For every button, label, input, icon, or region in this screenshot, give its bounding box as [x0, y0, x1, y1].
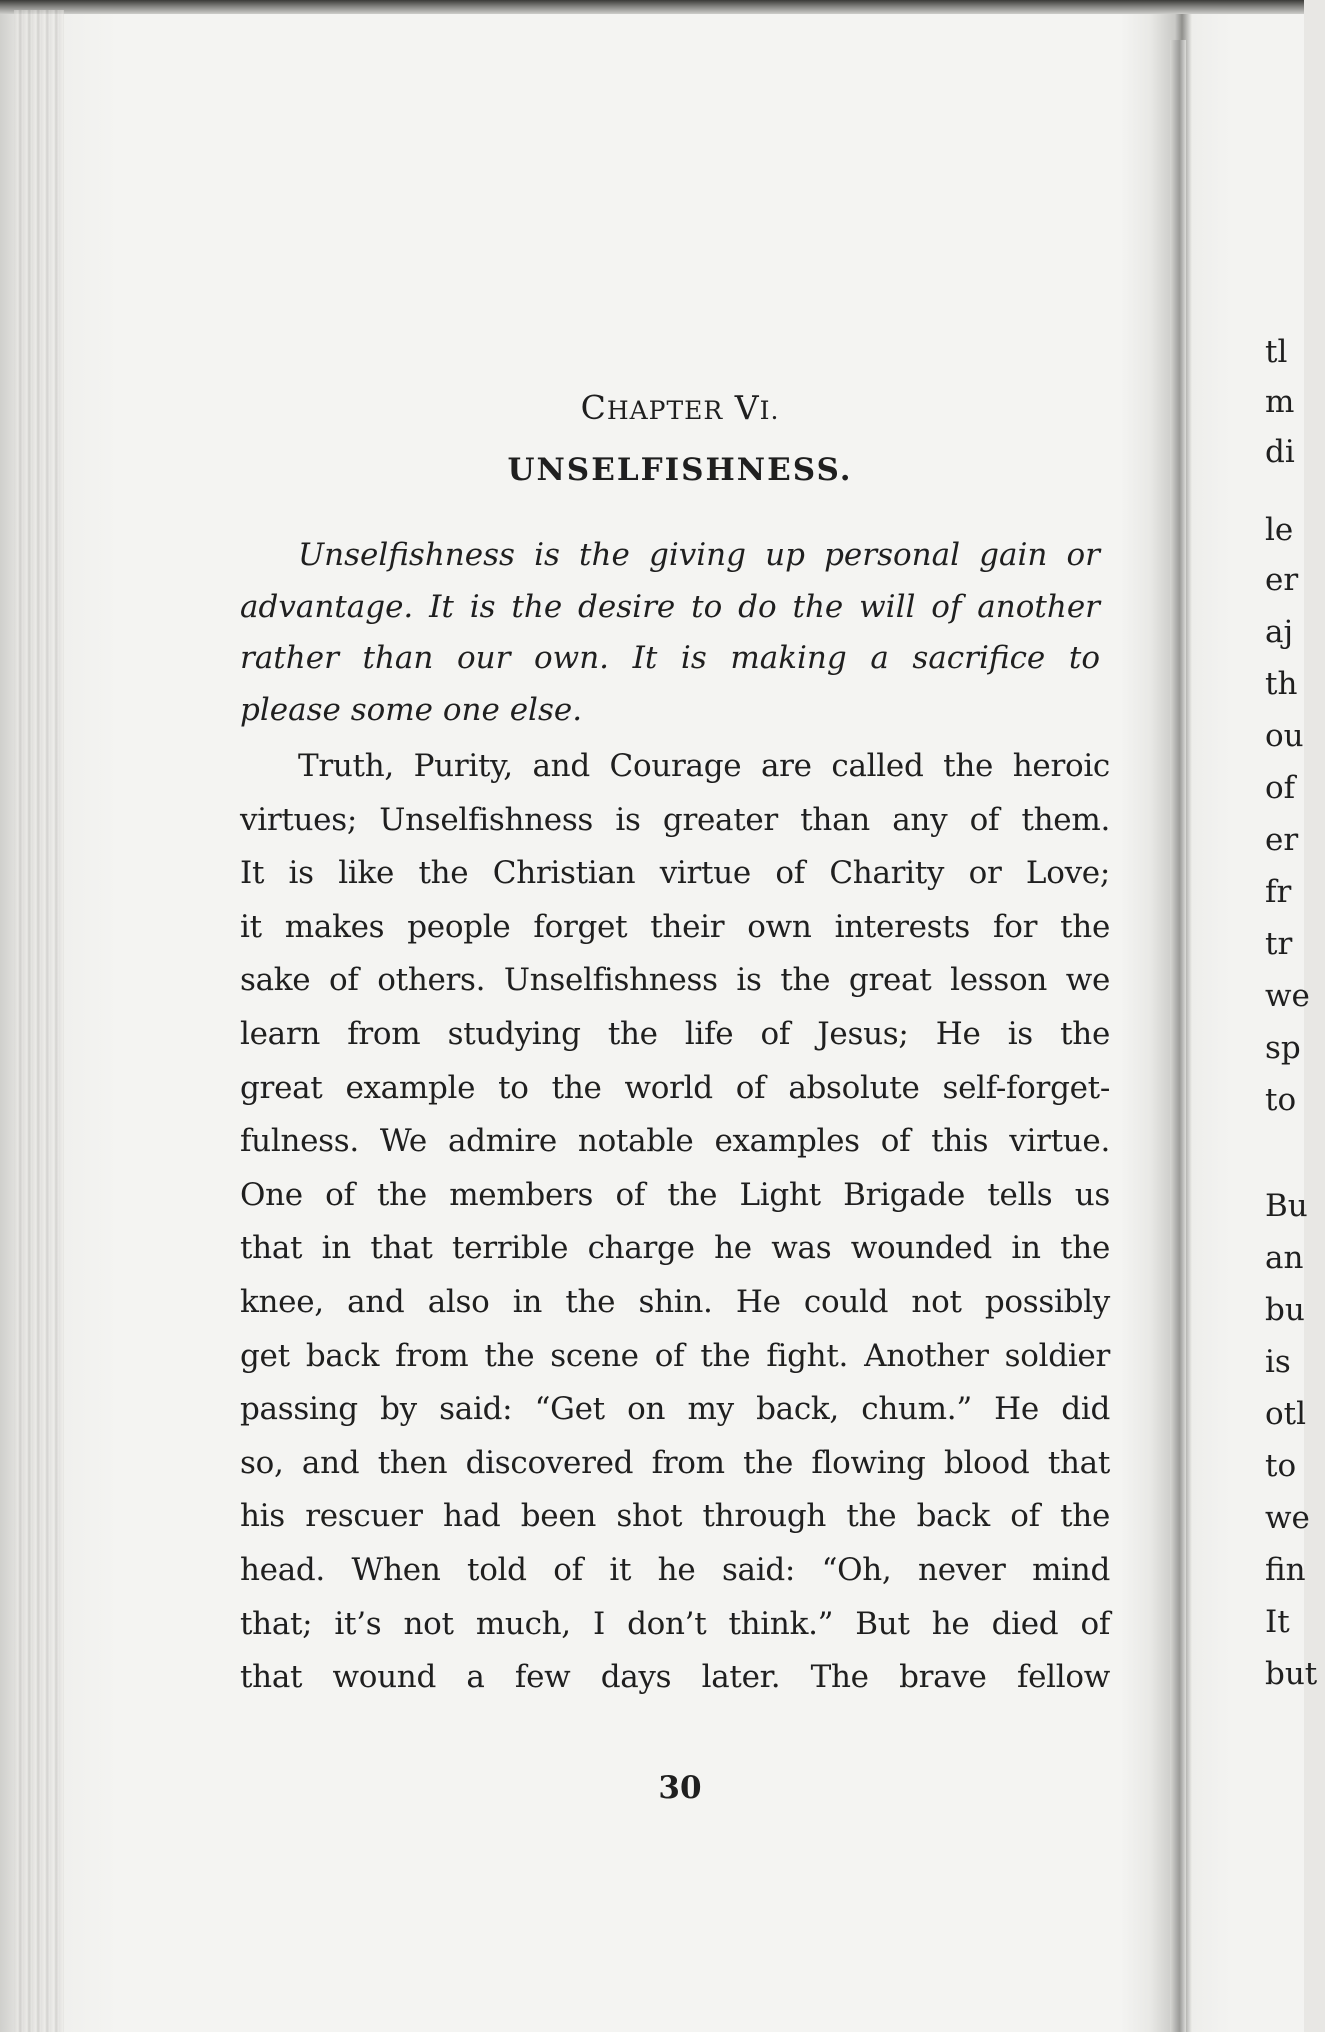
- definition-line: please some one else.: [240, 691, 583, 728]
- definition-line: rather than our own. It is making a sacrifice to: [240, 640, 1100, 676]
- scan-top-edge: [0, 0, 1304, 14]
- book-gutter: [1170, 40, 1186, 2032]
- definition-paragraph: [240, 530, 1100, 736]
- right-page-line: aj: [1265, 614, 1294, 650]
- right-page-line: we: [1265, 1500, 1310, 1536]
- chapter-title: UNSELFISHNESS.: [507, 452, 853, 488]
- body-line: that in that terrible charge he was wounded in the: [240, 1230, 1110, 1267]
- body-line: knee, and also in the shin. He could not possibly: [240, 1283, 1110, 1320]
- right-page-line: er: [1265, 562, 1299, 598]
- body-line: It is like the Christian virtue of Charity or Love;: [240, 855, 1110, 892]
- body-line: that; it’s not much, I don’t think.” But he died of: [240, 1605, 1110, 1642]
- right-page-line: le: [1265, 512, 1294, 548]
- body-line: fulness. We admire notable examples of this virtue.: [240, 1123, 1110, 1160]
- chapter-heading: [240, 388, 1120, 427]
- body-line: head. When told of it he said: “Oh, never mind: [240, 1551, 1110, 1588]
- body-line: One of the members of the Light Brigade tells us: [240, 1176, 1110, 1213]
- body-line: virtues; Unselfishness is greater than any of them.: [240, 801, 1110, 838]
- chapter-label: CHAPTER VI.: [580, 388, 780, 427]
- right-page-line: tl: [1265, 334, 1288, 370]
- right-page-line: an: [1265, 1240, 1304, 1276]
- body-line: it makes people forget their own interests for the: [240, 908, 1110, 945]
- right-page-line: fin: [1265, 1552, 1306, 1588]
- right-page-line: fr: [1265, 874, 1292, 910]
- body-line: his rescuer had been shot through the back of the: [240, 1498, 1110, 1535]
- body-line: that wound a few days later. The brave fellow: [240, 1659, 1110, 1696]
- right-page-line: to: [1265, 1448, 1297, 1484]
- right-page-line: otl: [1265, 1396, 1307, 1432]
- right-page-line: but: [1265, 1656, 1318, 1692]
- right-page-line: ou: [1265, 718, 1304, 754]
- right-page-line: of: [1265, 770, 1296, 806]
- right-page-line: bu: [1265, 1292, 1305, 1328]
- right-page-line: Bu: [1265, 1188, 1308, 1224]
- right-page-line: is: [1265, 1344, 1291, 1380]
- body-line: get back from the scene of the fight. Another soldier: [240, 1337, 1110, 1374]
- right-page-line: sp: [1265, 1030, 1301, 1066]
- right-page-line: m: [1265, 384, 1295, 420]
- body-line: great example to the world of absolute self-forget-: [240, 1069, 1110, 1106]
- body-line: so, and then discovered from the flowing blood that: [240, 1444, 1110, 1481]
- right-page-line: It: [1265, 1604, 1290, 1640]
- right-page-line: th: [1265, 666, 1298, 702]
- page-number: 30: [658, 1770, 702, 1806]
- body-line: Truth, Purity, and Courage are called the heroic: [298, 748, 1110, 784]
- right-page-line: to: [1265, 1082, 1297, 1118]
- right-page-line: di: [1265, 434, 1295, 470]
- body-paragraph: [240, 740, 1110, 1705]
- definition-line: Unselfishness is the giving up personal gain or: [298, 537, 1100, 573]
- body-line: learn from studying the life of Jesus; He is the: [240, 1015, 1110, 1052]
- definition-line: advantage. It is the desire to do the will of another: [240, 588, 1100, 625]
- body-line: sake of others. Unselfishness is the great lesson we: [240, 962, 1110, 999]
- body-line: passing by said: “Get on my back, chum.” He did: [240, 1391, 1110, 1428]
- right-page-line: tr: [1265, 926, 1293, 962]
- right-page-line: er: [1265, 822, 1299, 858]
- page-stack-edge: [14, 10, 64, 2032]
- right-page-line: we: [1265, 978, 1310, 1014]
